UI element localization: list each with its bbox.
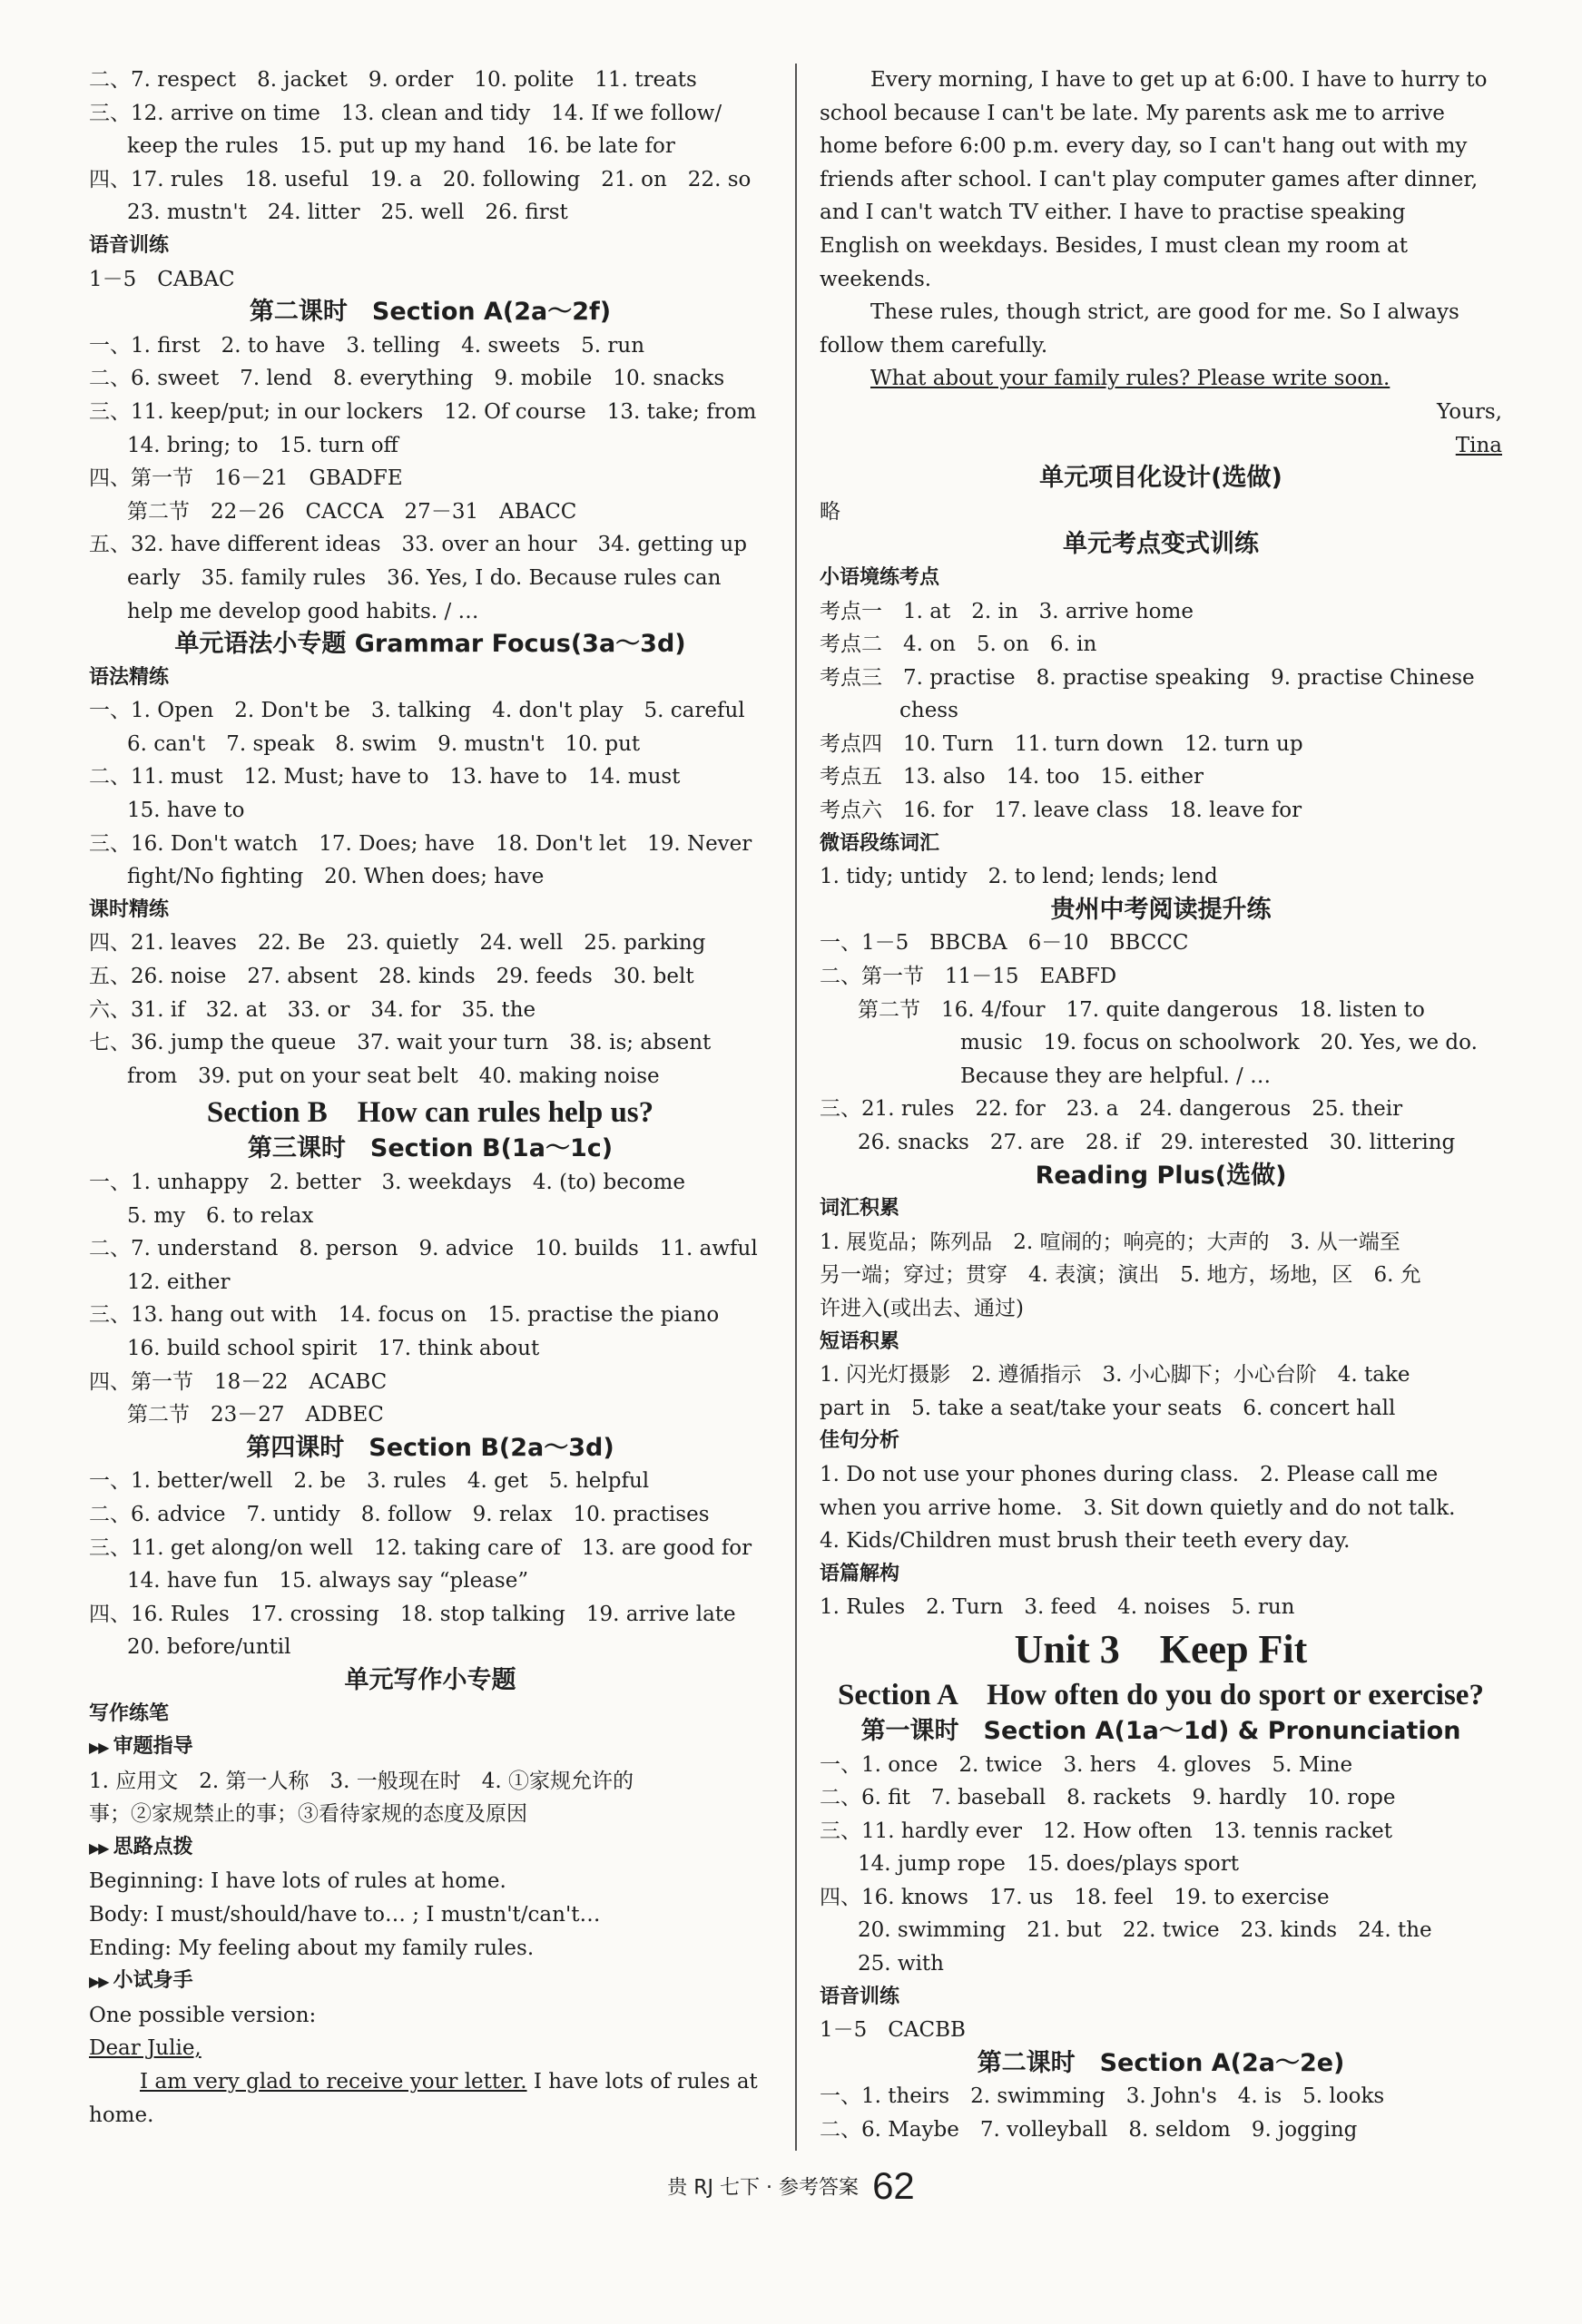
answer-line: 四、17. rules 18. useful 19. a 20. following 21. on 22. so xyxy=(89,167,752,191)
answer-line: 二、7. understand 8. person 9. advice 10. builds 11. awful xyxy=(89,1237,758,1261)
answer-line: 三、16. Don't watch 17. Does; have 18. Don't let 19. Never xyxy=(89,831,752,856)
answer-line: 一、1. unhappy 2. better 3. weekdays 4. (to) become xyxy=(89,1171,685,1194)
answer-line: 23. mustn't 24. litter 25. well 26. first xyxy=(127,201,568,225)
essay-line: Every morning, I have to get up at 6:00. I have to hurry to xyxy=(870,68,1488,92)
answer-line: 四、21. leaves 22. Be 23. quietly 24. well 25. parking xyxy=(89,931,706,956)
section-title: Section A How often do you do sport or exercise? xyxy=(838,1678,1484,1711)
answer-line: 1. Do not use your phones during class. 2. Please call me xyxy=(820,1462,1439,1486)
double-arrow-icon: ▶▶ xyxy=(89,1739,108,1757)
essay-line: These rules, though strict, are good for me. So I always xyxy=(870,300,1459,325)
tip-heading xyxy=(89,1731,771,1765)
answer-line: 考点四 10. Turn 11. turn down 12. turn up xyxy=(820,731,1303,756)
answer-line: Beginning: I have lots of rules at home. xyxy=(89,1869,506,1894)
answer-line: 1－5 CABAC xyxy=(89,267,235,291)
answer-line: English on weekdays. Besides, I must clean my room at xyxy=(820,233,1409,258)
signature-text: Tina xyxy=(1455,433,1502,457)
answer-line: 五、26. noise 27. absent 28. kinds 29. feeds 30. belt xyxy=(89,965,694,989)
answer-line: 考点六 16. for 17. leave class 18. leave for xyxy=(820,799,1302,823)
subsection-label: 微语段练词汇 xyxy=(820,831,940,855)
answer-line: 1. Rules 2. Turn 3. feed 4. noises 5. run xyxy=(820,1595,1295,1620)
answer-line: 14. have fun 15. always say “please” xyxy=(127,1569,529,1593)
answer-line: 20. swimming 21. but 22. twice 23. kinds 24. the xyxy=(858,1918,1432,1943)
signature xyxy=(820,429,1502,463)
answer-line: Ending: My feeling about my family rules. xyxy=(89,1936,535,1960)
answer-line: home before 6:00 p.m. every day, so I can't hang out with my xyxy=(820,134,1468,159)
section-heading: 单元项目化设计(选做) xyxy=(1039,464,1282,493)
answer-line: 二、6. Maybe 7. volleyball 8. seldom 9. jogging xyxy=(820,2118,1358,2143)
essay-line xyxy=(820,362,1502,396)
answer-line: 三、12. arrive on time 13. clean and tidy 14. If we follow/ xyxy=(89,101,722,125)
answer-line: help me develop good habits. / … xyxy=(127,599,479,623)
answer-line: 1. 展览品；陈列品 2. 喧闹的；响亮的；大声的 3. 从一端至 xyxy=(820,1230,1400,1254)
double-arrow-icon: ▶▶ xyxy=(89,1839,108,1857)
answer-line: 14. bring; to 15. turn off xyxy=(127,433,398,457)
salutation xyxy=(89,2032,771,2065)
answer-line: 事；②家规禁止的事；③看待家规的态度及原因 xyxy=(89,1802,527,1827)
answer-line: 七、36. jump the queue 37. wait your turn 38. is; absent xyxy=(89,1031,712,1055)
subsection-label: 佳句分析 xyxy=(820,1429,900,1453)
answer-line: 四、第一节 18－22 ACABC xyxy=(89,1369,388,1394)
answer-line: 三、13. hang out with 14. focus on 15. practise the piano xyxy=(89,1303,720,1328)
answer-line: music 19. focus on schoolwork 20. Yes, we do. xyxy=(960,1031,1478,1055)
subsection-label: 语音训练 xyxy=(89,233,170,257)
answer-line: fight/No fighting 20. When does; have xyxy=(127,865,545,889)
section-heading: 单元语法小专题 Grammar Focus(3a～3d) xyxy=(174,630,686,659)
answer-line: 一、1－5 BBCBA 6－10 BBCCC xyxy=(820,931,1189,956)
answer-line: 1. 应用文 2. 第一人称 3. 一般现在时 4. ①家规允许的 xyxy=(89,1769,634,1793)
section-heading: 第一课时 Section A(1a～1d) & Pronunciation xyxy=(860,1716,1461,1745)
answer-line: 四、16. Rules 17. crossing 18. stop talking 19. arrive late xyxy=(89,1602,736,1626)
answer-line: 四、16. knows 17. us 18. feel 19. to exercise xyxy=(820,1885,1330,1909)
answer-line: 第二节 23－27 ADBEC xyxy=(127,1403,384,1427)
page-number: 62 xyxy=(872,2164,915,2207)
answer-line: school because I can't be late. My parents ask me to arrive xyxy=(820,101,1445,125)
section-title: Section B How can rules help us? xyxy=(206,1096,654,1130)
answer-line: 1. tidy; untidy 2. to lend; lends; lend xyxy=(820,865,1218,889)
answer-line: home. xyxy=(89,2103,154,2127)
answer-line: 1. 闪光灯摄影 2. 遵循指示 3. 小心脚下；小心台阶 4. take xyxy=(820,1363,1410,1388)
answer-line: Because they are helpful. / … xyxy=(960,1064,1272,1088)
answer-line: friends after school. I can't play computer games after dinner, xyxy=(820,167,1479,191)
answer-line: 16. build school spirit 17. think about xyxy=(127,1336,540,1360)
answer-line: follow them carefully. xyxy=(820,333,1048,358)
salutation-text: Dear Julie, xyxy=(89,2036,201,2061)
tip-heading xyxy=(89,1831,771,1866)
answer-line: 一、1. first 2. to have 3. telling 4. sweets 5. run xyxy=(89,333,645,358)
section-heading: 贵州中考阅读提升练 xyxy=(1050,895,1272,924)
answer-line: 考点一 1. at 2. in 3. arrive home xyxy=(820,599,1194,623)
answer-line: 五、32. have different ideas 33. over an hour 34. getting up xyxy=(89,533,747,557)
answer-line: 考点三 7. practise 8. practise speaking 9. practise Chinese xyxy=(820,665,1475,690)
left-column xyxy=(89,64,771,2132)
essay-text: I have lots of rules at xyxy=(526,2070,758,2094)
section-heading: Reading Plus(选做) xyxy=(1035,1161,1287,1190)
answer-line: part in 5. take a seat/take your seats 6. concert hall xyxy=(820,1396,1396,1420)
answer-line: 5. my 6. to relax xyxy=(127,1203,314,1228)
answer-line: Body: I must/should/have to… ; I mustn't/can't… xyxy=(89,1903,601,1927)
subsection-label: 语音训练 xyxy=(820,1985,900,2008)
answer-line: One possible version: xyxy=(89,2003,317,2027)
answer-line: 略 xyxy=(820,499,840,524)
unit-title: Unit 3 Keep Fit xyxy=(1014,1626,1308,1672)
answer-line: 二、7. respect 8. jacket 9. order 10. polite 11. treats xyxy=(89,68,697,92)
subsection-label: 小语境练考点 xyxy=(820,565,940,589)
footer-text: 贵 RJ 七下 · 参考答案 xyxy=(667,2176,859,2200)
answer-line: 一、1. theirs 2. swimming 3. John's 4. is 5. looks xyxy=(820,2084,1385,2109)
subsection-label: 短语积累 xyxy=(820,1329,900,1353)
subsection-label: 词汇积累 xyxy=(820,1197,900,1221)
answer-line: 二、6. sweet 7. lend 8. everything 9. mobile 10. snacks xyxy=(89,367,725,391)
answer-line: 一、1. once 2. twice 3. hers 4. gloves 5. Mine xyxy=(820,1752,1353,1777)
answer-line: early 35. family rules 36. Yes, I do. Because rules can xyxy=(127,565,722,590)
answer-line: chess xyxy=(858,699,958,723)
tip-heading xyxy=(89,1965,771,1999)
answer-line: keep the rules 15. put up my hand 16. be late for xyxy=(127,134,675,159)
answer-line: 许进入(或出去、通过) xyxy=(820,1296,1024,1320)
section-heading: 单元考点变式训练 xyxy=(1063,530,1259,559)
subsection-label: 课时精练 xyxy=(89,897,170,921)
answer-line: 第二节 22－26 CACCA 27－31 ABACC xyxy=(127,499,577,524)
essay-line xyxy=(89,2065,771,2099)
answer-line: 4. Kids/Children must brush their teeth every day. xyxy=(820,1529,1351,1554)
subsection-label: 语法精练 xyxy=(89,665,170,689)
answer-line: 14. jump rope 15. does/plays sport xyxy=(858,1852,1239,1877)
answer-line: 1－5 CACBB xyxy=(820,2018,966,2043)
right-column xyxy=(820,64,1502,2147)
underlined-sentence: I am very glad to receive your letter. xyxy=(140,2070,527,2094)
section-heading: 单元写作小专题 xyxy=(344,1665,516,1694)
answer-line: 考点二 4. on 5. on 6. in xyxy=(820,632,1097,657)
section-heading: 第二课时 Section A(2a～2f) xyxy=(249,298,612,327)
answer-line: 六、31. if 32. at 33. or 34. for 35. the xyxy=(89,997,536,1022)
answer-line: 另一端；穿过；贯穿 4. 表演；演出 5. 地方，场地，区 6. 允 xyxy=(820,1263,1421,1288)
tip-heading-text: 审题指导 xyxy=(113,1735,193,1759)
answer-line: and I can't watch TV either. I have to practise speaking xyxy=(820,201,1406,225)
answer-line: 25. with xyxy=(858,1952,944,1976)
double-arrow-icon: ▶▶ xyxy=(89,1973,108,1991)
answer-line: when you arrive home. 3. Sit down quietly and do not talk. xyxy=(820,1495,1456,1520)
answer-line: 三、21. rules 22. for 23. a 24. dangerous 25. their xyxy=(820,1097,1403,1122)
section-heading: 第二课时 Section A(2a～2e) xyxy=(977,2048,1345,2077)
answer-line: 二、6. fit 7. baseball 8. rackets 9. hardly 10. rope xyxy=(820,1786,1396,1810)
closing: Yours, xyxy=(1437,399,1502,424)
answer-line: 一、1. Open 2. Don't be 3. talking 4. don't play 5. careful xyxy=(89,699,745,723)
answer-line: from 39. put on your seat belt 40. making noise xyxy=(127,1064,660,1088)
page-footer xyxy=(0,2164,1582,2208)
answer-line: 四、第一节 16－21 GBADFE xyxy=(89,466,403,491)
answer-line: weekends. xyxy=(820,267,932,291)
answer-line: 6. can't 7. speak 8. swim 9. mustn't 10. put xyxy=(127,731,641,756)
answer-line: 三、11. get along/on well 12. taking care of 13. are good for xyxy=(89,1535,752,1560)
answer-line: 三、11. keep/put; in our lockers 12. Of course 13. take; from xyxy=(89,399,757,424)
answer-line: 二、6. advice 7. untidy 8. follow 9. relax 10. practises xyxy=(89,1502,710,1526)
tip-heading-text: 思路点拨 xyxy=(113,1835,193,1858)
answer-line: 15. have to xyxy=(127,799,245,823)
section-heading: 第三课时 Section B(1a～1c) xyxy=(247,1134,614,1163)
answer-line: 二、第一节 11－15 EABFD xyxy=(820,965,1117,989)
underlined-sentence: What about your family rules? Please write soon. xyxy=(870,367,1390,391)
answer-line: 12. either xyxy=(127,1270,231,1294)
answer-line: 考点五 13. also 14. too 15. either xyxy=(820,765,1204,789)
section-heading: 第四课时 Section B(2a～3d) xyxy=(246,1433,614,1462)
answer-line: 26. snacks 27. are 28. if 29. interested 30. littering xyxy=(858,1131,1456,1154)
answer-line: 三、11. hardly ever 12. How often 13. tennis racket xyxy=(820,1819,1393,1843)
answer-line: 20. before/until xyxy=(127,1635,291,1660)
tip-heading-text: 小试身手 xyxy=(113,1969,193,1993)
answer-line: 第二节 16. 4/four 17. quite dangerous 18. listen to xyxy=(858,997,1425,1022)
subsection-label: 语篇解构 xyxy=(820,1562,900,1585)
column-divider xyxy=(795,64,797,2151)
answer-line: 一、1. better/well 2. be 3. rules 4. get 5. helpful xyxy=(89,1469,650,1494)
answer-line: 二、11. must 12. Must; have to 13. have to 14. must xyxy=(89,765,681,789)
subsection-label: 写作练笔 xyxy=(89,1701,170,1725)
